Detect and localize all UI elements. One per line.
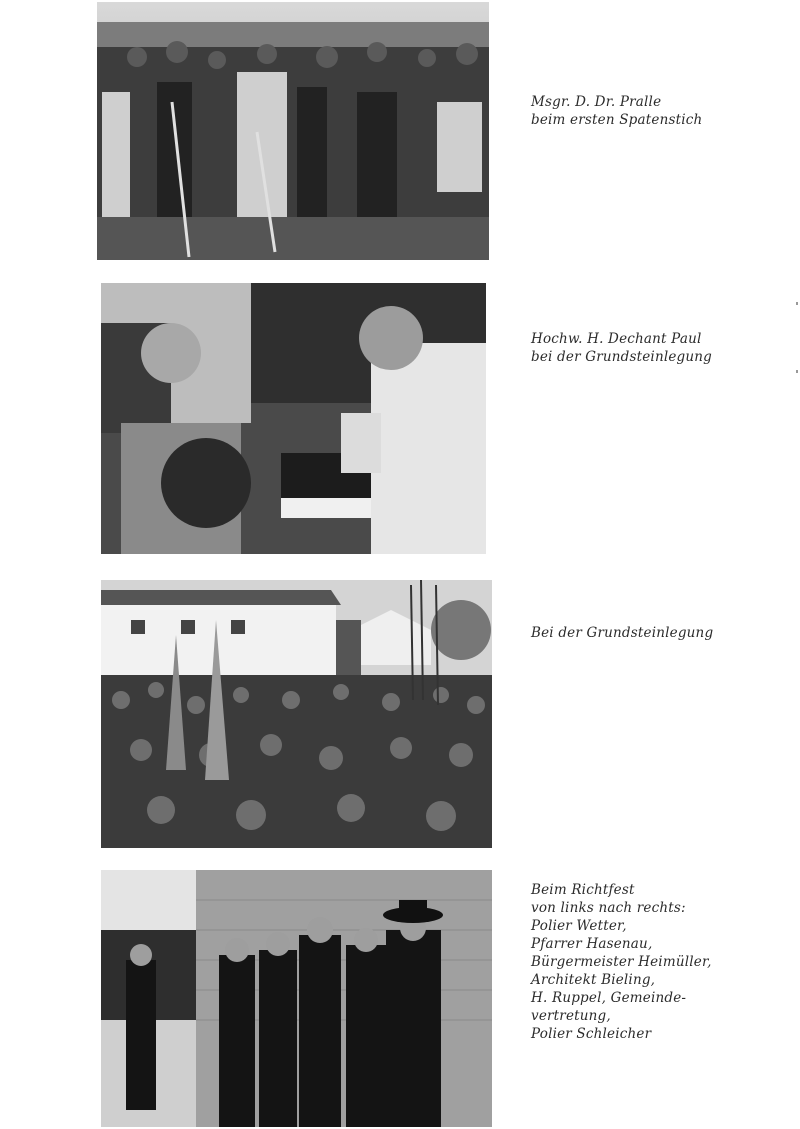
caption-line: von links nach rechts:	[531, 900, 686, 916]
photo-cornerstone-signing-image	[101, 283, 486, 554]
photo-topping-out-ceremony-image	[101, 870, 492, 1127]
caption-line: H. Ruppel, Gemeinde-	[531, 990, 687, 1006]
caption-line: Bei der Grundsteinlegung	[531, 625, 714, 641]
caption-line: Beim Richtfest	[531, 882, 635, 898]
caption-cornerstone-signing	[531, 330, 712, 366]
caption-line: Hochw. H. Dechant Paul	[531, 331, 702, 347]
caption-line: bei der Grundsteinlegung	[531, 349, 713, 365]
photo-cornerstone-crowd	[101, 580, 492, 848]
caption-groundbreaking	[531, 93, 702, 129]
caption-topping-out-ceremony	[531, 881, 712, 1043]
caption-line: vertretung,	[531, 1008, 611, 1024]
photo-groundbreaking-image	[97, 2, 489, 260]
photo-cornerstone-crowd-image	[101, 580, 492, 848]
caption-line: Polier Wetter,	[531, 918, 627, 934]
caption-line: Pfarrer Hasenau,	[531, 936, 653, 952]
caption-cornerstone-crowd	[531, 624, 713, 642]
photo-topping-out-ceremony	[101, 870, 492, 1127]
caption-line: Bürgermeister Heimüller,	[531, 954, 712, 970]
caption-line: beim ersten Spatenstich	[531, 112, 703, 128]
caption-line: Architekt Bieling,	[531, 972, 656, 988]
scan-mark	[796, 370, 798, 373]
scan-mark	[796, 302, 798, 305]
caption-line: Polier Schleicher	[531, 1026, 652, 1042]
photo-groundbreaking	[97, 2, 489, 260]
photo-cornerstone-signing	[101, 283, 486, 554]
caption-line: Msgr. D. Dr. Pralle	[531, 94, 662, 110]
